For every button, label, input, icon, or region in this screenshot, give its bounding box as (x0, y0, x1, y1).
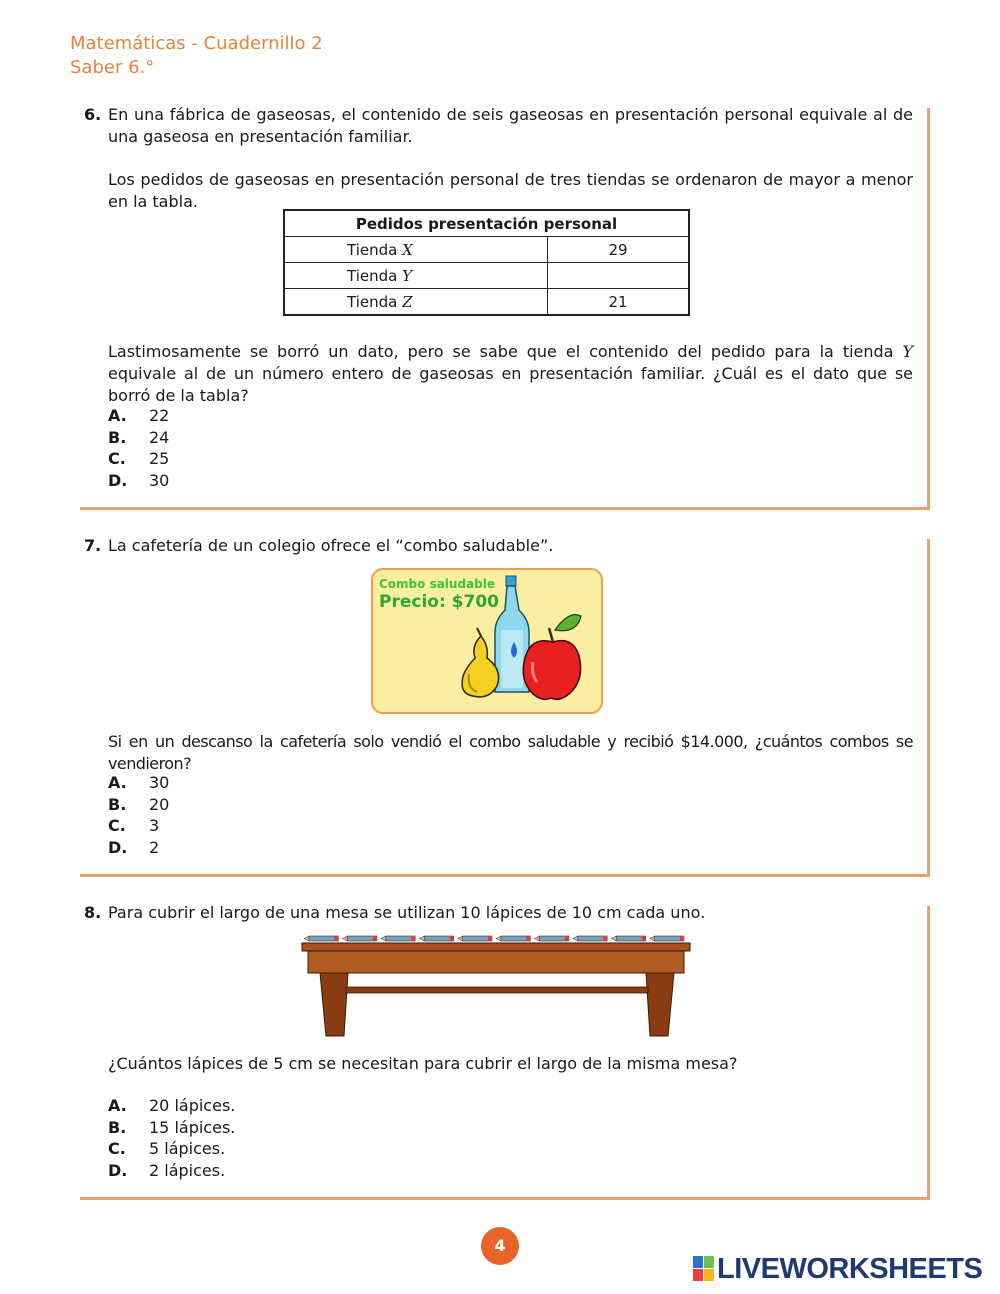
option-text: 30 (149, 773, 170, 792)
option-a[interactable] (108, 772, 169, 794)
question-number: 6. (84, 105, 102, 124)
table-row (284, 289, 689, 316)
question-frame-bottom (80, 507, 930, 510)
question-frame-right (927, 906, 930, 1200)
healthy-food-illustration (373, 570, 601, 712)
page-number-badge: 4 (481, 1227, 519, 1265)
option-text: 2 (149, 837, 160, 857)
option-letter: A. (108, 406, 127, 425)
pencil-icon (419, 936, 453, 941)
table-header: Pedidos presentación personal (284, 210, 689, 237)
prompt-part-2: equivale al de un número entero de gaseosas en presentación familiar. ¿Cuál es el dato que se borró de la tabla? (108, 364, 913, 405)
table-cell-value: 21 (548, 289, 690, 316)
question-frame-bottom (80, 874, 930, 877)
option-text: 25 (149, 449, 170, 468)
option-text: 2 lápices. (149, 1160, 226, 1180)
option-letter: B. (108, 427, 127, 447)
logo-text: LIVEWORKSHEETS (717, 1252, 983, 1285)
pencil-icon (573, 936, 607, 941)
answer-options (108, 405, 169, 491)
table-icon (302, 943, 690, 1036)
pencils-row (304, 936, 684, 941)
prompt-part-1: Lastimosamente se borró un dato, pero se sabe que el contenido del pedido para la tienda (108, 342, 894, 361)
table-row (284, 237, 689, 263)
pencil-icon (304, 936, 338, 941)
option-b[interactable] (108, 1117, 235, 1139)
table-cell-value-missing (548, 263, 690, 289)
pencil-icon (534, 936, 568, 941)
option-d[interactable] (108, 1160, 235, 1182)
logo-blocks-icon (693, 1256, 715, 1282)
question-number: 7. (84, 536, 102, 555)
option-c[interactable] (108, 815, 169, 837)
option-letter: A. (108, 773, 127, 792)
table-cell-label (284, 263, 548, 289)
question-prompt: ¿Cuántos lápices de 5 cm se necesitan para cubrir el largo de la misma mesa? (108, 1054, 738, 1073)
header-title: Matemáticas - Cuadernillo 2 (70, 33, 323, 54)
option-text: 3 (149, 816, 160, 835)
option-text: 20 lápices. (149, 1096, 236, 1115)
pencil-icon (611, 936, 645, 941)
answer-options (108, 1095, 235, 1181)
pencil-icon (650, 936, 684, 941)
header-subtitle: Saber 6.° (70, 57, 155, 78)
option-text: 20 (149, 794, 170, 814)
store-label: Tienda (347, 292, 398, 311)
question-frame-bottom (80, 1197, 930, 1200)
option-letter: B. (108, 794, 127, 814)
option-d[interactable] (108, 837, 169, 859)
combo-title: Combo saludable (379, 577, 495, 591)
question-7 (80, 535, 930, 877)
option-letter: D. (108, 1160, 128, 1180)
question-statement: Para cubrir el largo de una mesa se utilizan 10 lápices de 10 cm cada uno. (108, 903, 706, 922)
orders-table (283, 209, 690, 316)
pencil-icon (381, 936, 415, 941)
option-d[interactable] (108, 470, 169, 492)
store-variable: X (402, 240, 413, 259)
question-prompt (108, 341, 913, 407)
option-text: 24 (149, 427, 170, 447)
pear-icon (462, 628, 499, 697)
question-6 (80, 104, 930, 510)
combo-price: Precio: $700 (379, 592, 499, 612)
question-context: Los pedidos de gaseosas en presentación personal de tres tiendas se ordenaron de mayor a menor en la tabla. (108, 170, 913, 211)
combo-card (371, 568, 603, 714)
liveworksheets-logo[interactable] (693, 1254, 982, 1284)
option-text: 15 lápices. (149, 1117, 236, 1137)
table-row (284, 263, 689, 289)
option-c[interactable] (108, 1138, 235, 1160)
option-letter: C. (108, 816, 126, 835)
question-prompt: Si en un descanso la cafetería solo vendió el combo saludable y recibió $14.000, ¿cuántos combos se vendieron? (108, 732, 913, 773)
answer-options (108, 772, 169, 858)
store-label: Tienda (347, 266, 398, 285)
prompt-variable: Y (902, 342, 913, 361)
table-cell-label (284, 289, 548, 316)
question-number: 8. (84, 903, 102, 922)
table-cell-label (284, 237, 548, 263)
option-letter: C. (108, 449, 126, 468)
option-text: 22 (149, 406, 170, 425)
option-letter: D. (108, 470, 128, 490)
store-variable: Z (402, 292, 413, 311)
pencil-icon (458, 936, 492, 941)
option-a[interactable] (108, 1095, 235, 1117)
table-with-pencils-illustration (300, 932, 696, 1038)
question-statement: La cafetería de un colegio ofrece el “combo saludable”. (108, 536, 554, 555)
store-label: Tienda (347, 240, 398, 259)
question-8 (80, 902, 930, 1200)
option-b[interactable] (108, 427, 169, 449)
document-header (70, 32, 323, 80)
option-letter: D. (108, 837, 128, 857)
option-text: 30 (149, 470, 170, 490)
option-letter: B. (108, 1117, 127, 1137)
option-b[interactable] (108, 794, 169, 816)
apple-icon (523, 615, 581, 700)
pencil-icon (496, 936, 530, 941)
question-frame-right (927, 108, 930, 510)
option-c[interactable] (108, 448, 169, 470)
question-frame-right (927, 539, 930, 877)
option-letter: A. (108, 1096, 127, 1115)
option-a[interactable] (108, 405, 169, 427)
pencil-icon (342, 936, 376, 941)
table-cell-value: 29 (548, 237, 690, 263)
option-letter: C. (108, 1139, 126, 1158)
question-statement: En una fábrica de gaseosas, el contenido de seis gaseosas en presentación personal equivale al de una gaseosa en presentación familiar. (108, 105, 913, 146)
option-text: 5 lápices. (149, 1139, 226, 1158)
store-variable: Y (402, 266, 413, 285)
table-header-row (284, 210, 689, 237)
